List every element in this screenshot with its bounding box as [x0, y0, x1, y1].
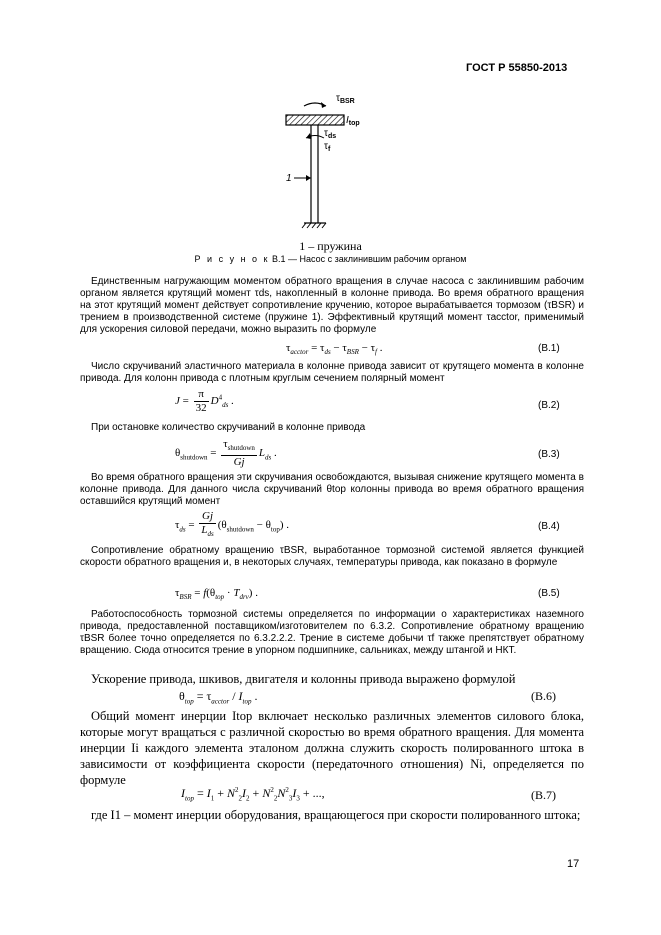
ground-hatch — [302, 223, 326, 228]
paragraph-3: При остановке количество скручиваний в колонне привода — [91, 422, 366, 433]
label-tau-f: $\tau_f$ — [324, 141, 331, 153]
figure-title-text: В.1 — Насос с заклинившим рабочим органом — [272, 254, 467, 264]
paragraph-4: Во время обратного вращения эти скручивания освобождаются, вызывая снижение крутящего момента в колонне привода. Для данного числа скручиваний θtop колонны привода во время обратного вращения оставшийся крутящий момент — [80, 472, 584, 507]
label-tau-ds: $\tau_{ds}$ — [324, 128, 337, 140]
paragraph-8: Общий момент инерции Itop включает несколько различных элементов силового блока, которые могут вращаться с различной скоростью во время обратного вращения. Для момента инерции Ii каждого элемента эталоном должна служить скорость полированного штока в зависимости от коэффициента скорости (передаточного отношения) Ni, определяется по формуле — [80, 709, 584, 787]
paragraph-1: Единственным нагружающим моментом обратного вращения в случае насоса с заклинившим рабочим органом является крутящий момент τds, накопленный в колонне привода. Во время обратного вращения на этот крутящий момент действует сопротивление кручению, которое вырабатывается тормозом (τBSR) и трением в производственной системе (пружине 1). Эффективный крутящий момент τacctor, применимый для ускорения силовой передачи, можно выразить по формуле — [80, 276, 584, 335]
label-tau-bsr: $\tau_{BSR}$ — [336, 93, 355, 105]
equation-b3-number: (В.3) — [538, 449, 560, 460]
equation-b6: $\theta_{top} = \tau_{acctor} / I_{top}$ . — [179, 689, 258, 706]
top-flange — [286, 115, 344, 125]
equation-b3: $\theta_{shutdown}$ = $\frac{\tau_{shutdown}}{Gj}$ $L_{ds}$ . — [175, 438, 277, 469]
equation-b4-number: (В.4) — [538, 521, 560, 532]
equation-b2: J = $\frac{\pi}{32}$ $D^4_{ds}$ . — [175, 388, 234, 414]
label-callout-1: 1 — [286, 173, 292, 184]
page-number: 17 — [567, 858, 580, 870]
figure-title-prefix: Р и с у н о к — [194, 254, 270, 264]
pump-diagram — [266, 80, 416, 240]
equation-b5-number: (В.5) — [538, 588, 560, 599]
equation-b7: $I_{top} = I_1 + N^2_2I_2 + N^2_2N^2_3I_3$ + ..., — [181, 786, 325, 803]
equation-b6-number: (В.6) — [531, 689, 556, 703]
equation-b7-number: (В.7) — [531, 788, 556, 802]
equation-b1-number: (В.1) — [538, 343, 560, 354]
equation-b2-number: (В.2) — [538, 400, 560, 411]
equation-b1: $\tau_{acctor} = \tau_{ds} - \tau_{BSR} - \tau_f$ . — [286, 342, 383, 357]
paragraph-5: Сопротивление обратному вращению τBSR, выработанное тормозной системой является функцией скорости обратного вращения и, в некоторых случаях, температуры привода, как показано в формуле — [80, 545, 584, 568]
figure-title — [0, 254, 661, 264]
paragraph-6: Работоспособность тормозной системы определяется по информации о характеристиках наземного привода, предоставленной поставщиком/изготовителем по 6.3.2. Сопротивление обратному вращению τBSR более точно определяется по 6.3.2.2.2. Трение в системе добычи τf также препятствует обратному вращению. Сюда относится трение в упорном подшипнике, сальниках, между штангой и НКТ. — [80, 609, 584, 656]
equation-b4: $\tau_{ds}$ = $\frac{Gj}{L_{ds}}$ $(\theta_{shutdown} - \theta_{top})$ . — [175, 510, 290, 539]
paragraph-2: Число скручиваний эластичного материала в колонне привода зависит от крутящего момента в колонне привода. Для колонн привода с плотным круглым сечением полярный момент — [80, 361, 584, 384]
label-i-top: $I_{top}$ — [346, 115, 360, 127]
paragraph-9: где I1 – момент инерции оборудования, вращающегося при скорости полированного штока; — [91, 808, 581, 822]
standard-header: ГОСТ Р 55850-2013 — [466, 62, 568, 74]
figure-legend: 1 – пружина — [299, 239, 362, 253]
equation-b5: $\tau_{BSR} = f(\theta_{top} \cdot T_{drv})$ . — [175, 587, 258, 602]
paragraph-7: Ускорение привода, шкивов, двигателя и колонны привода выражено формулой — [91, 672, 516, 686]
